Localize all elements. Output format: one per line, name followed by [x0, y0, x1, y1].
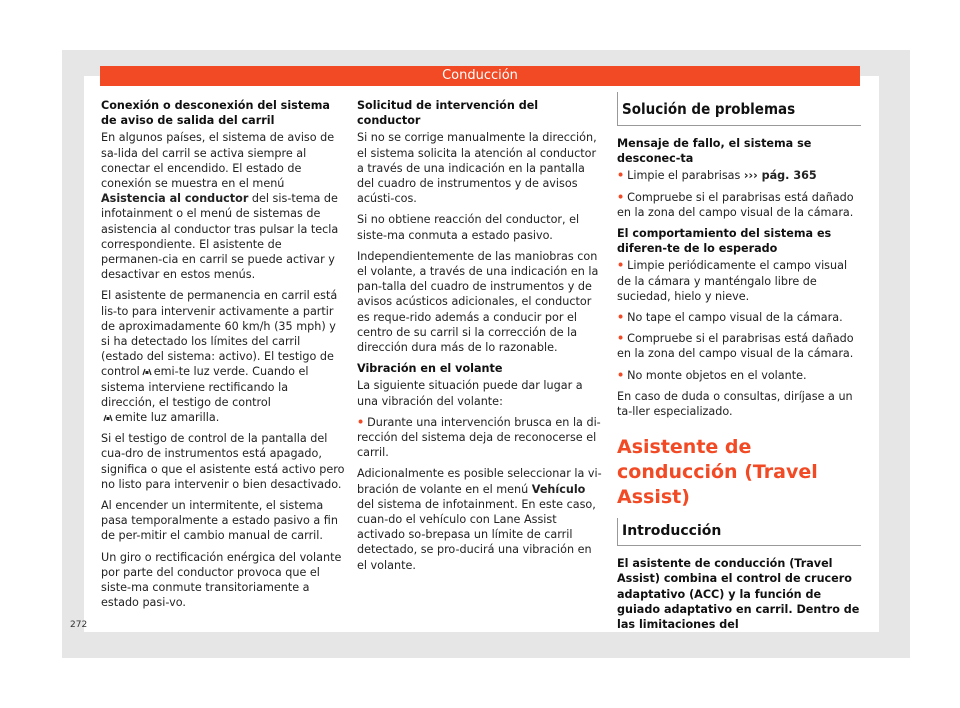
section-title-introduction: Introducción — [617, 518, 861, 546]
bullet-item — [617, 190, 861, 220]
heading-unexpected-behavior: El comportamiento del sistema es diferen-te de lo esperado — [617, 227, 832, 256]
bullet-icon: • — [617, 311, 625, 325]
paragraph — [357, 466, 602, 572]
heading-lane-departure: Conexión o desconexión del sistema de aviso de salida del carril — [101, 99, 330, 128]
bullet-icon: • — [617, 259, 625, 273]
paragraph: La siguiente situación puede dar lugar a una vibración del volante: — [357, 379, 583, 408]
section-header: Conducción — [100, 66, 860, 86]
bullet-item — [617, 331, 861, 361]
bullet-item — [617, 368, 861, 383]
intro-paragraph: El asistente de conducción (Travel Assist) combina el control de crucero adaptativo (ACC) y la función de guiado adaptativo en carril. Dentro de las limitaciones del — [617, 557, 860, 632]
text: Limpie el parabrisas — [627, 169, 744, 183]
heading-steering-vibration: Vibración en el volante — [357, 362, 503, 376]
text: Compruebe si el parabrisas está dañado en la zona del campo visual de la cámara. — [617, 190, 854, 219]
text: No monte objetos en el volante. — [627, 368, 807, 382]
bullet-icon: • — [357, 415, 365, 429]
lane-assist-icon — [142, 368, 152, 376]
text: Durante una intervención brusca en la di-rección del sistema deja de reconocerse el carril. — [357, 415, 601, 460]
bullet-icon: • — [617, 368, 625, 382]
paragraph: Si no se corrige manualmente la dirección, el sistema solicita la atención al conductor a través de una indicación en la pantalla del cuadro de instrumentos y de avisos acústi-cos. — [357, 131, 597, 206]
text: del sistema de infotainment. En este caso, cuan-do el vehículo con Lane Assist activado so-brepasa un límite de carril detectado, se pro-ducirá una vibración en el volante. — [357, 497, 596, 572]
lane-assist-icon — [103, 414, 113, 422]
text: Limpie periódicamente el campo visual de la cámara y manténgalo libre de suciedad, hielo y nieve. — [617, 259, 848, 303]
text: emi-te luz verde. Cuando el sistema interviene rectificando la dirección, el testigo de control — [101, 365, 309, 409]
bullet-item — [357, 415, 602, 461]
bullet-item — [617, 168, 861, 183]
paragraph: En caso de duda o consultas, diríjase a un ta-ller especializado. — [617, 389, 853, 419]
column-2 — [357, 98, 602, 579]
bullet-icon: • — [617, 169, 625, 183]
column-1 — [101, 98, 345, 617]
text: Adicionalmente es posible seleccionar la vi-bración de volante en el menú — [357, 467, 602, 496]
paragraph — [101, 288, 345, 425]
section-title-troubleshooting: Solución de problemas — [617, 92, 861, 126]
menu-name: Vehículo — [531, 482, 586, 496]
bullet-item — [617, 258, 861, 304]
column-3 — [617, 92, 861, 638]
page-number: 272 — [70, 620, 88, 630]
paragraph: Si no obtiene reacción del conductor, el siste-ma conmuta a estado pasivo. — [357, 213, 580, 242]
paragraph — [101, 130, 345, 282]
text: En algunos países, el sistema de aviso de sa-lida del carril se activa siempre al conectar el encendido. El estado de conexión se muestra en el menú — [101, 131, 335, 191]
paragraph: Si el testigo de control de la pantalla del cua-dro de instrumentos está apagado, significa o que el asistente está activo pero no listo para intervenir o bien desactivado. — [101, 432, 345, 491]
bullet-icon: • — [617, 190, 625, 204]
heading-driver-intervention: Solicitud de intervención del conductor — [357, 99, 539, 128]
paragraph: Al encender un intermitente, el sistema pasa temporalmente a estado pasivo a fin de per-mitir el cambio manual de carril. — [101, 499, 338, 543]
page-reference-link[interactable]: ››› pág. 365 — [743, 169, 817, 183]
chapter-title: Asistente de conducción (Travel Assist) — [617, 436, 818, 509]
text: del sis-tema de infotainment o el menú de sistemas de asistencia al conductor tras pulsar la tecla correspondiente. El asistente de permanen-cia en carril se puede activar y desactivar en estos menús. — [101, 192, 339, 282]
menu-name: Asistencia al conductor — [101, 192, 249, 206]
text: No tape el campo visual de la cámara. — [627, 311, 843, 325]
heading-error-message: Mensaje de fallo, el sistema se desconec-ta — [617, 137, 812, 166]
paragraph: Un giro o rectificación enérgica del volante por parte del conductor provoca que el siste-ma conmute transitoriamente a estado pasi-vo. — [101, 550, 342, 610]
text: emite luz amarilla. — [115, 411, 220, 425]
bullet-item — [617, 310, 861, 325]
text: Compruebe si el parabrisas está dañado en la zona del campo visual de la cámara. — [617, 332, 854, 361]
bullet-icon: • — [617, 332, 625, 346]
text: El asistente de permanencia en carril está lis-to para intervenir activamente a partir de aproximadamente 60 km/h (35 mph) y si ha detectado los límites del carril (estado del sistema: activo). El testigo de control — [101, 289, 338, 379]
paragraph: Independientemente de las maniobras con el volante, a través de una indicación en la pan-talla del cuadro de instrumentos y de avisos acústicos adicionales, el conductor es reque-rido además a conducir por el centro de su carril si la corrección de la dirección dura más de lo razonable. — [357, 249, 599, 355]
